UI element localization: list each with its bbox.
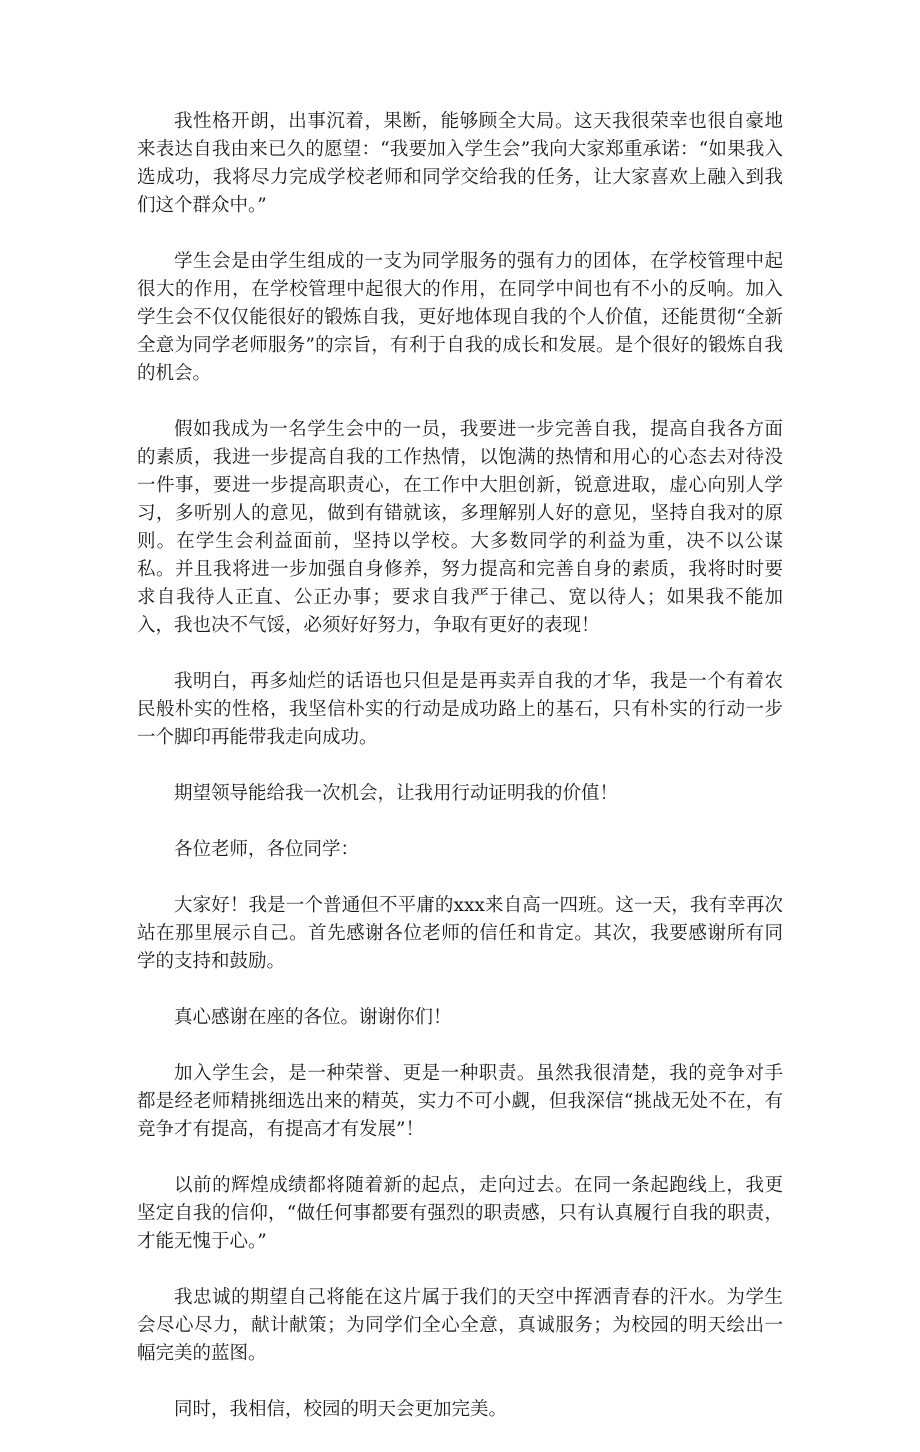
paragraph: 加入学生会，是一种荣誉、更是一种职责。虽然我很清楚，我的竞争对手都是经老师精挑细选出来的精英，实力不可小觑，但我深信“挑战无处不在，有竞争才有提高，有提高才有发展”！	[137, 1063, 783, 1140]
paragraph: 学生会是由学生组成的一支为同学服务的强有力的团体，在学校管理中起很大的作用，在学校管理中起很大的作用，在同学中间也有不小的反响。加入学生会不仅仅能很好的锻炼自我，更好地体现自我的个人价值，还能贯彻“全新全意为同学老师服务”的宗旨，有利于自我的成长和发展。是个很好的锻炼自我的机会。	[137, 251, 783, 384]
paragraph: 真心感谢在座的各位。谢谢你们！	[174, 1007, 452, 1028]
paragraph: 以前的辉煌成绩都将随着新的起点，走向过去。在同一条起跑线上，我更坚定自我的信仰，“做任何事都要有强烈的职责感，只有认真履行自我的职责，才能无愧于心。”	[137, 1175, 783, 1252]
paragraph: 同时，我相信，校园的明天会更加完美。	[174, 1399, 508, 1420]
paragraph: 假如我成为一名学生会中的一员，我要进一步完善自我，提高自我各方面的素质，我进一步提高自我的工作热情，以饱满的热情和用心的心态去对待没一件事，要进一步提高职责心，在工作中大胆创新，锐意进取，虚心向别人学习，多听别人的意见，做到有错就该，多理解别人好的意见，坚持自我对的原则。在学生会利益面前，坚持以学校。大多数同学的利益为重，决不以公谋私。并且我将进一步加强自身修养，努力提高和完善自身的素质，我将时时要求自我待人正直、公正办事；要求自我严于律己、宽以待人；如果我不能加入，我也决不气馁，必须好好努力，争取有更好的表现！	[137, 419, 783, 636]
document-body	[137, 108, 783, 1452]
paragraph: 大家好！我是一个普通但不平庸的xxx来自高一四班。这一天，我有幸再次站在那里展示自己。首先感谢各位老师的信任和肯定。其次，我要感谢所有同学的支持和鼓励。	[137, 895, 783, 972]
paragraph: 期望领导能给我一次机会，让我用行动证明我的价值！	[174, 783, 619, 804]
paragraph: 我忠诚的期望自己将能在这片属于我们的天空中挥洒青春的汗水。为学生会尽心尽力，献计献策；为同学们全心全意，真诚服务；为校园的明天绘出一幅完美的蓝图。	[137, 1287, 783, 1364]
paragraph: 我性格开朗，出事沉着，果断，能够顾全大局。这天我很荣幸也很自豪地来表达自我由来已久的愿望：“我要加入学生会”我向大家郑重承诺：“如果我入选成功，我将尽力完成学校老师和同学交给我的任务，让大家喜欢上融入到我们这个群众中。”	[137, 111, 783, 216]
paragraph: 各位老师，各位同学：	[174, 839, 360, 860]
paragraph: 我明白，再多灿烂的话语也只但是是再卖弄自我的才华，我是一个有着农民般朴实的性格，我坚信朴实的行动是成功路上的基石，只有朴实的行动一步一个脚印再能带我走向成功。	[137, 671, 783, 748]
